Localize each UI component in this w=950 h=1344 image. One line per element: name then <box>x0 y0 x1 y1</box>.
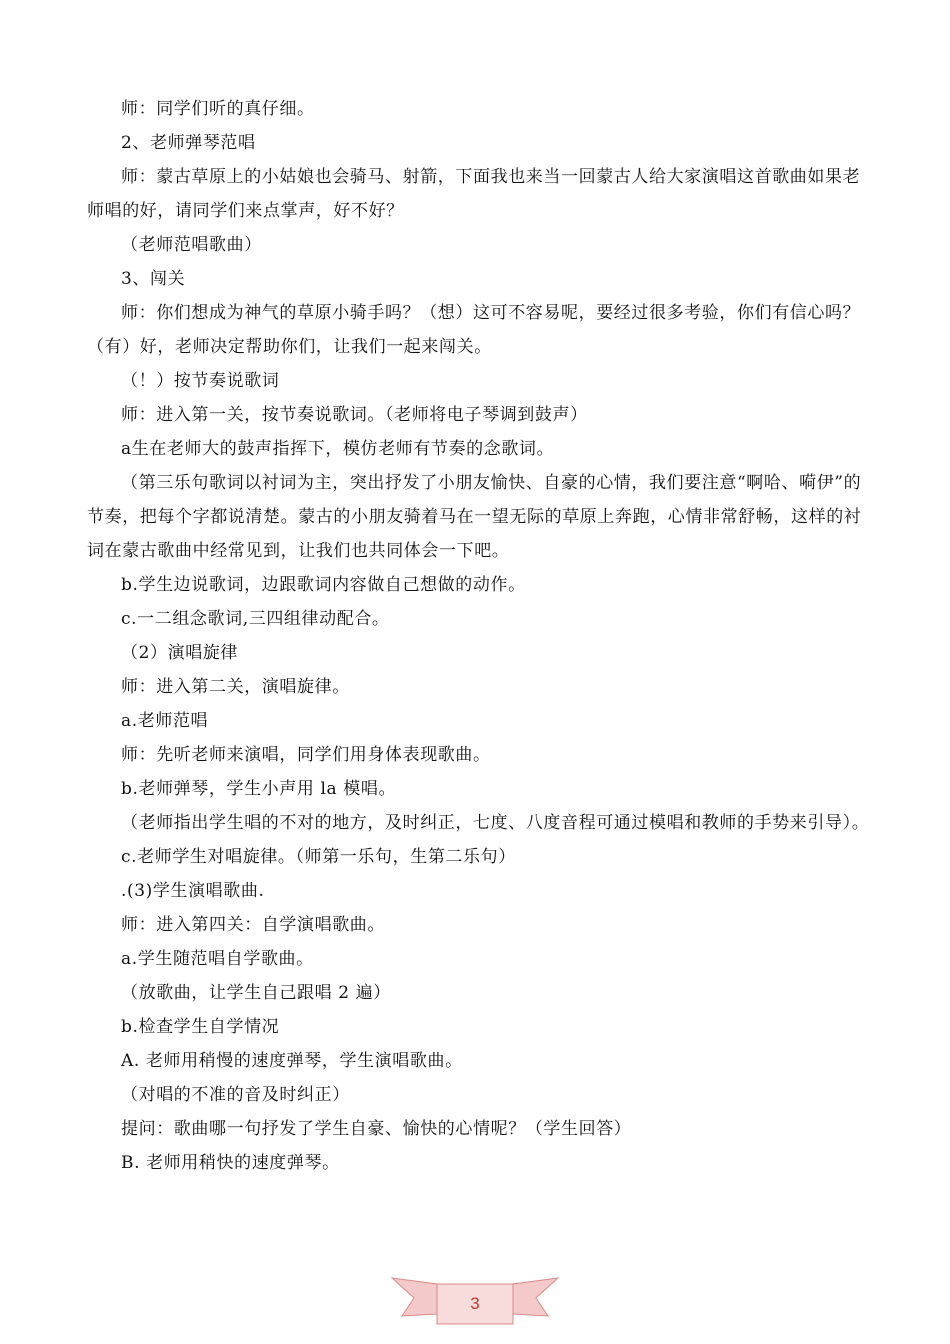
paragraph: c.一二组念歌词,三四组律动配合。 <box>121 609 390 629</box>
paragraph: 师：先听老师来演唱，同学们用身体表现歌曲。 <box>121 745 491 765</box>
paragraph: B. 老师用稍快的速度弹琴。 <box>121 1153 340 1173</box>
paragraph: 师：进入第一关，按节奏说歌词。（老师将电子琴调到鼓声） <box>121 405 588 425</box>
paragraph: 2、老师弹琴范唱 <box>121 133 256 153</box>
paragraph: a生在老师大的鼓声指挥下，模仿老师有节奏的念歌词。 <box>121 439 555 459</box>
paragraph: c.老师学生对唱旋律。（师第一乐句，生第二乐句） <box>121 847 516 867</box>
paragraph: （！）按节奏说歌词 <box>121 371 280 391</box>
paragraph: 师：进入第四关：自学演唱歌曲。 <box>121 915 385 935</box>
paragraph: （2）演唱旋律 <box>121 643 239 663</box>
paragraph: 师：你们想成为神气的草原小骑手吗？（想）这可不容易呢，要经过很多考验，你们有信心吗？（有）好，老师决定帮助你们，让我们一起来闯关。 <box>87 303 861 357</box>
paragraph: 师：进入第二关，演唱旋律。 <box>121 677 350 697</box>
paragraph: （第三乐句歌词以衬词为主，突出抒发了小朋友愉快、自豪的心情，我们要注意“啊哈、嗬伊”的节奏，把每个字都说清楚。蒙古的小朋友骑着马在一望无际的草原上奔跑，心情非常舒畅，这样的衬词在蒙古歌曲中经常见到，让我们也共同体会一下吧。 <box>87 473 862 561</box>
paragraph: （老师范唱歌曲） <box>121 235 262 255</box>
paragraph: 提问：歌曲哪一句抒发了学生自豪、愉快的心情呢？（学生回答） <box>121 1119 632 1139</box>
paragraph: b.老师弹琴，学生小声用 la 模唱。 <box>121 779 397 799</box>
document-body <box>87 92 877 1180</box>
paragraph: A. 老师用稍慢的速度弹琴，学生演唱歌曲。 <box>121 1051 463 1071</box>
paragraph: a.老师范唱 <box>121 711 209 731</box>
paragraph: （老师指出学生唱的不对的地方，及时纠正，七度、八度音程可通过模唱和教师的手势来引导）。 <box>121 813 870 833</box>
paragraph: （对唱的不准的音及时纠正） <box>121 1085 350 1105</box>
paragraph: 师：同学们听的真仔细。 <box>121 99 315 119</box>
paragraph: 师：蒙古草原上的小姑娘也会骑马、射箭，下面我也来当一回蒙古人给大家演唱这首歌曲如果老师唱的好，请同学们来点掌声，好不好？ <box>87 167 861 221</box>
paragraph: 3、闯关 <box>121 269 186 289</box>
paragraph: a.学生随范唱自学歌曲。 <box>121 949 314 969</box>
paragraph: b.检查学生自学情况 <box>121 1017 280 1037</box>
paragraph: b.学生边说歌词，边跟歌词内容做自己想做的动作。 <box>121 575 526 595</box>
page-number: 3 <box>470 1294 480 1313</box>
paragraph: .(3)学生演唱歌曲. <box>121 881 265 901</box>
paragraph: （放歌曲，让学生自己跟唱 2 遍） <box>121 983 391 1003</box>
